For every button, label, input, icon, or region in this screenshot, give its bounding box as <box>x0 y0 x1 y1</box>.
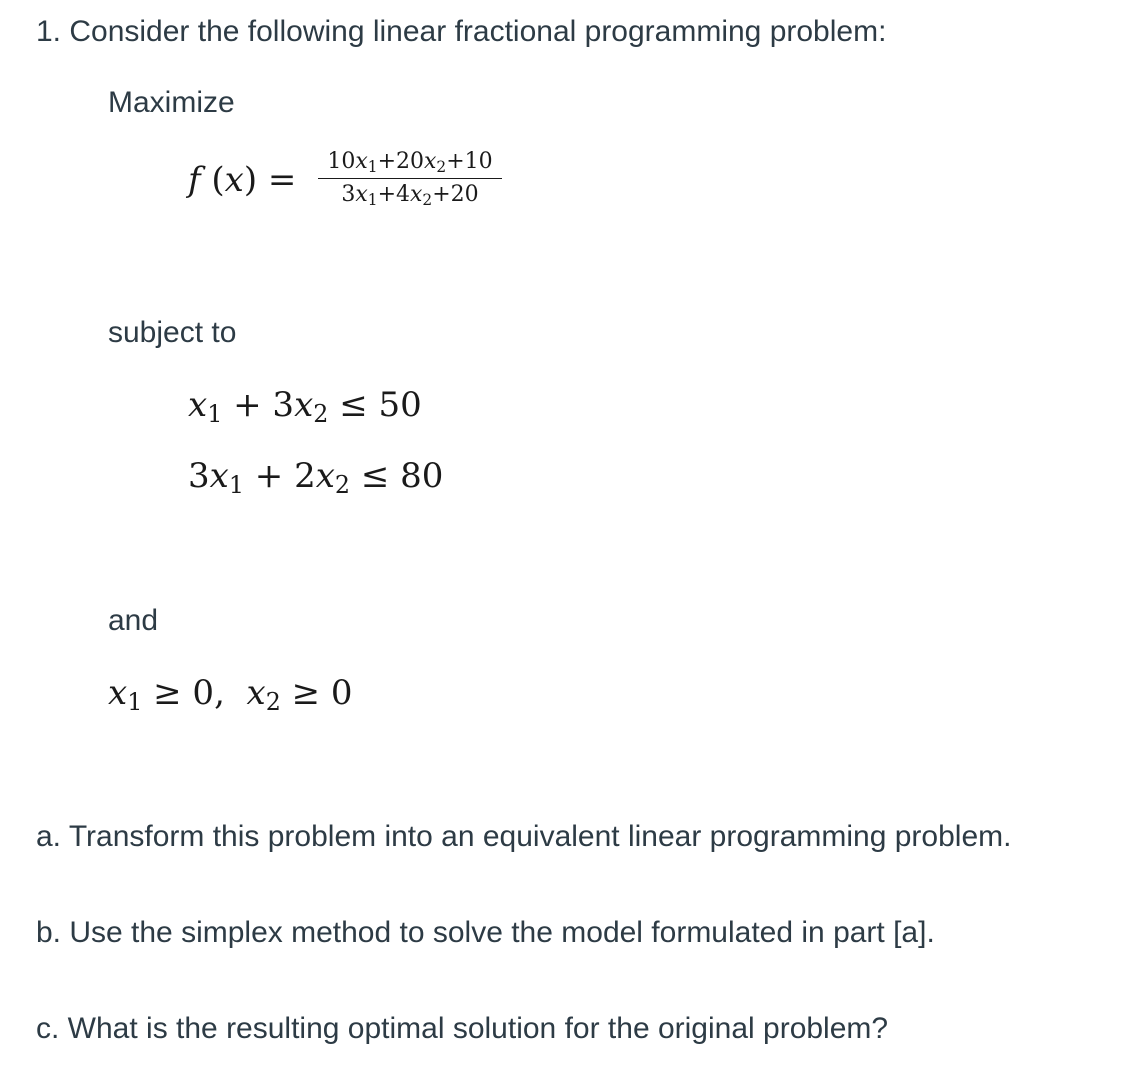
question-heading: 1. Consider the following linear fractional programming problem: <box>36 15 887 48</box>
objective-denominator: $3x_1+4x_2+20$ <box>341 182 479 209</box>
objective-numerator: $10x_1+20x_2+10$ <box>318 148 502 179</box>
subject-to-label: subject to <box>108 316 237 349</box>
maximize-label: Maximize <box>108 86 235 119</box>
part-a: a. Transform this problem into an equivalent linear programming problem. <box>36 820 1012 853</box>
objective-fraction <box>318 148 502 209</box>
constraint-2: $3x_1 + 2x_2 \le 80$ <box>188 456 444 499</box>
part-b: b. Use the simplex method to solve the model formulated in part [a]. <box>36 916 935 949</box>
constraint-1: $x_1 + 3x_2 \le 50$ <box>188 385 422 428</box>
nonnegativity-constraint: $x_1 \ge 0$, $x_2 \ge 0$ <box>108 673 353 716</box>
objective-lhs: f (x) = <box>188 160 297 200</box>
part-c: c. What is the resulting optimal solution for the original problem? <box>36 1012 889 1045</box>
and-label: and <box>108 604 159 637</box>
